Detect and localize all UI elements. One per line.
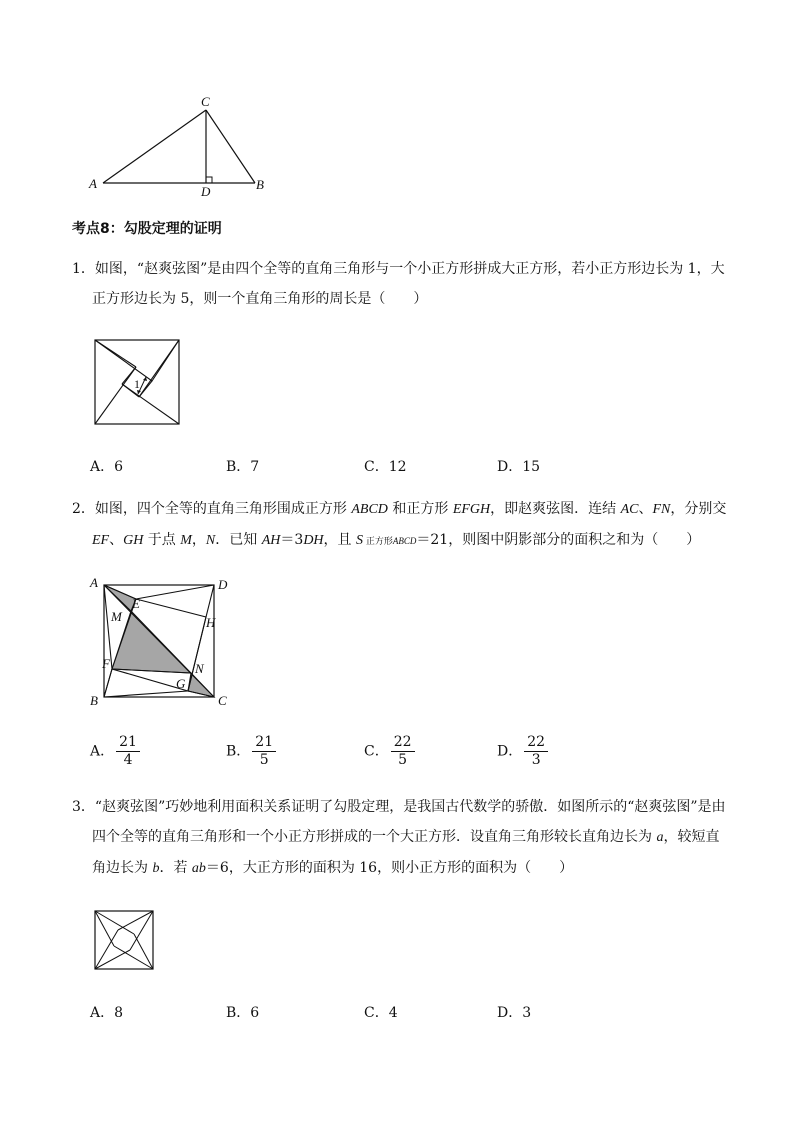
zhao-shuang-figure-3 [94,910,154,970]
q1-option-d[interactable]: D．15 [497,459,541,475]
q2-option-c[interactable]: C． $\frac{22}{5}$ [364,734,415,769]
q2-line2: EF、GH 于点 M，N．已知 AH＝3DH，且 S 正方形ABCD＝21，则图中阴影部分的面积之和为（ ） [92,532,701,548]
q2-line1: 2．如图，四个全等的直角三角形围成正方形 ABCD 和正方形 EFGH，即赵爽弦图．连结 AC、FN，分别交 [72,501,727,517]
fig2-label-C: C [218,693,227,708]
label-D: D [201,184,211,199]
q2-option-b[interactable]: B． $\frac{21}{5}$ [226,734,276,769]
q3-text [72,792,732,884]
q1-fig-label: 1 [134,377,140,391]
q3-option-b[interactable]: B．6 [226,1005,260,1021]
zhao-shuang-figure-2 [86,573,236,708]
q3-option-c[interactable]: C．4 [364,1005,398,1021]
label-B: B [256,177,264,192]
label-A: A [89,176,97,191]
q1-option-c[interactable]: C．12 [364,459,407,475]
q3-option-d[interactable]: D．3 [497,1005,532,1021]
q1-option-b[interactable]: B．7 [226,459,260,475]
fig2-label-E: E [132,596,140,611]
q3-line3: 角边长为 b．若 ab＝6，大正方形的面积为 16，则小正方形的面积为（ ） [92,860,574,876]
q2-text [72,494,732,557]
fig2-label-A: A [90,575,98,590]
q1-line1: 1．如图，“赵爽弦图”是由四个全等的直角三角形与一个小正方形拼成大正方形，若小正方形边长为 1，大 [72,261,725,277]
q1-line2: 正方形边长为 5，则一个直角三角形的周长是（ ） [92,291,428,307]
fig2-label-M: M [111,609,122,624]
zhao-shuang-figure-1 [94,339,180,425]
fig2-label-N: N [195,661,204,676]
label-C: C [201,94,210,109]
q3-line2: 四个全等的直角三角形和一个小正方形拼成的一个大正方形．设直角三角形较长直角边长为 a，较短直 [92,829,720,845]
fig2-label-G: G [176,676,186,691]
fig2-label-B: B [90,693,98,708]
q2-option-d[interactable]: D． $\frac{22}{3}$ [497,734,548,769]
triangle-figure [85,92,275,202]
section-title: 考点8：勾股定理的证明 [72,221,222,237]
q1-option-a[interactable]: A．6 [90,459,124,475]
q2-option-a[interactable]: A． $\frac{21}{4}$ [90,734,140,769]
fig2-label-F: F [102,656,110,671]
q1-text [72,254,732,314]
fig2-label-H: H [206,615,216,630]
q3-line1: 3．“赵爽弦图”巧妙地利用面积关系证明了勾股定理，是我国古代数学的骄傲．如图所示的“赵爽弦图”是由 [72,799,726,815]
fig2-label-D: D [218,577,228,592]
q3-option-a[interactable]: A．8 [90,1005,124,1021]
